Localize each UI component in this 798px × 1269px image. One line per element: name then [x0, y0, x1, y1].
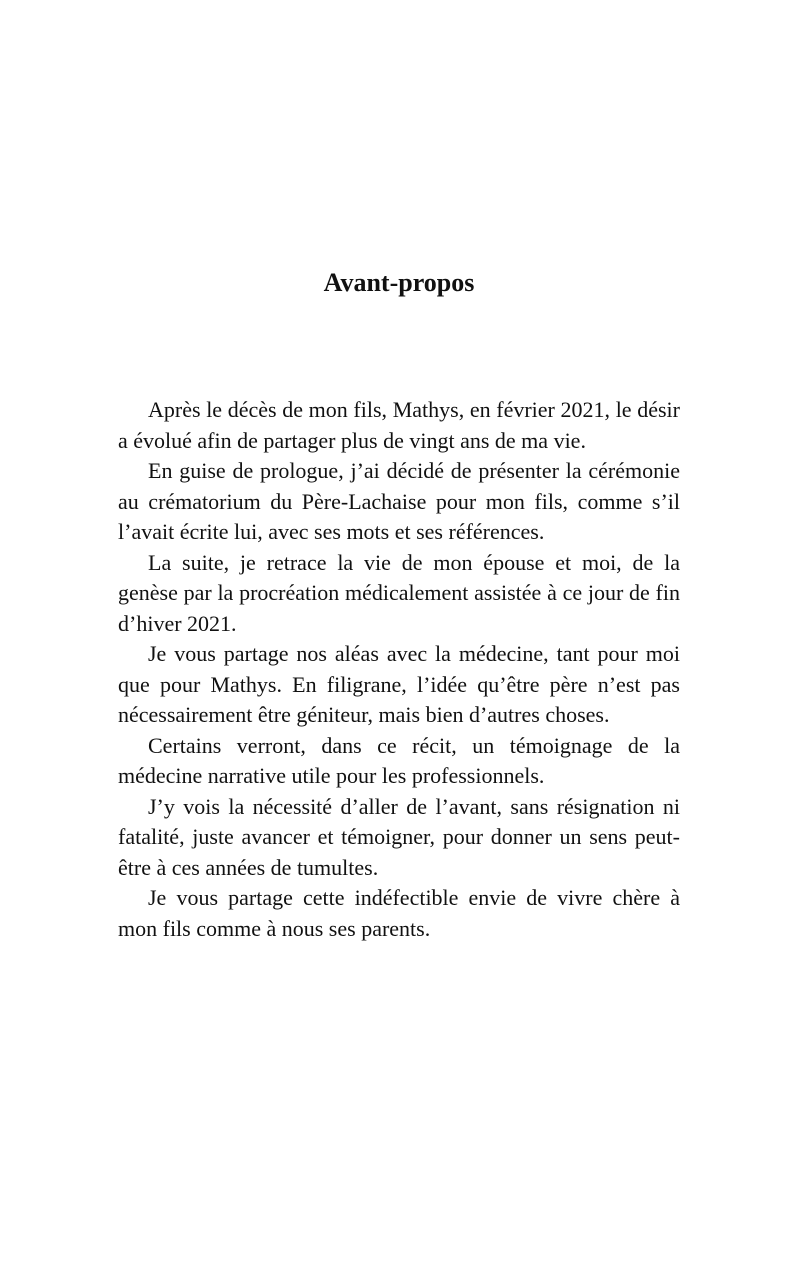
paragraph: Je vous partage cette indéfectible envie de vivre chère à mon fils comme à nous ses parents. — [118, 885, 680, 941]
paragraph: En guise de prologue, j’ai décidé de présenter la cérémonie au crématorium du Père-Lachaise pour mon fils, comme s’il l’avait écrite lui, avec ses mots et ses références. — [118, 458, 680, 544]
paragraph: Je vous partage nos aléas avec la médecine, tant pour moi que pour Mathys. En filigrane, l’idée qu’être père n’est pas nécessairement être géniteur, mais bien d’autres choses. — [118, 641, 680, 727]
body-text — [118, 395, 680, 944]
paragraph: Certains verront, dans ce récit, un témoignage de la médecine narrative utile pour les professionnels. — [118, 732, 680, 788]
paragraph: Après le décès de mon fils, Mathys, en février 2021, le désir a évolué afin de partager plus de vingt ans de ma vie. — [118, 397, 680, 453]
paragraph: La suite, je retrace la vie de mon épouse et moi, de la genèse par la procréation médicalement assistée à ce jour de fin d’hiver 2021. — [118, 549, 680, 636]
chapter-title: Avant-propos — [323, 268, 475, 297]
paragraph: J’y vois la nécessité d’aller de l’avant, sans résignation ni fatalité, juste avancer et témoigner, pour donner un sens peut-être à ces années de tumultes. — [118, 793, 680, 880]
